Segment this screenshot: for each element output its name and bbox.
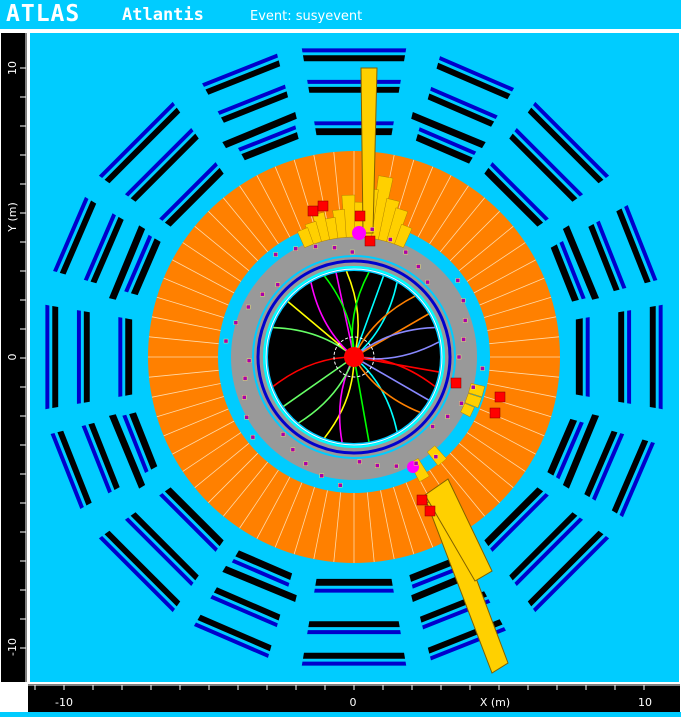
- muon-chamber: [84, 311, 90, 402]
- track-hit: [459, 401, 463, 405]
- muon-chamber: [618, 311, 624, 402]
- event-label: Event: susyevent: [250, 9, 363, 24]
- hit-cell: [490, 408, 500, 418]
- hit-cell: [318, 201, 328, 211]
- muon-chamber: [105, 531, 181, 607]
- muon-chamber: [576, 318, 583, 395]
- hit-cell: [308, 206, 318, 216]
- detector-canvas[interactable]: [30, 33, 679, 682]
- x-axis-svg: [28, 684, 680, 712]
- hit-cell: [365, 236, 375, 246]
- muon-chamber-inner: [314, 589, 394, 593]
- muon-chamber: [315, 579, 392, 586]
- track-hit: [457, 355, 461, 359]
- x-axis: [28, 684, 680, 712]
- track-hit: [304, 462, 308, 466]
- track-hit: [388, 238, 392, 242]
- track-hit: [431, 425, 435, 429]
- track-hit: [224, 339, 228, 343]
- track-hit: [463, 318, 467, 322]
- muon-chamber: [308, 621, 399, 627]
- muon-chamber-inner: [586, 317, 590, 397]
- y-tick-label-top: 10: [6, 61, 19, 75]
- track-hit: [434, 455, 438, 459]
- muon-chamber-inner: [125, 517, 194, 586]
- x-tick-label-left: -10: [55, 696, 73, 709]
- muon-chamber: [125, 318, 132, 395]
- track-hit: [375, 464, 379, 468]
- track-hit: [314, 245, 318, 249]
- track-hit: [426, 280, 430, 284]
- track-hit: [294, 247, 298, 251]
- track-hit: [416, 265, 420, 269]
- hit-cell: [451, 378, 461, 388]
- x-tick-label-right: 10: [638, 696, 652, 709]
- track-hit: [247, 359, 251, 363]
- muon-chamber-inner: [314, 121, 394, 125]
- muon-chamber: [105, 108, 181, 184]
- track-hit: [456, 278, 460, 282]
- title-bar: [0, 0, 681, 29]
- hit-cell: [425, 506, 435, 516]
- track-hit: [480, 366, 484, 370]
- muon-chamber-inner: [627, 310, 631, 404]
- muon-chamber: [308, 87, 399, 93]
- muon-chamber-inner: [302, 48, 406, 52]
- muon-chamber: [528, 531, 604, 607]
- muon-chamber-inner: [307, 80, 401, 84]
- muon-chamber: [60, 201, 96, 275]
- muon-chamber-inner: [514, 517, 583, 586]
- track-hit: [462, 337, 466, 341]
- y-tick-label-zero: 0: [6, 353, 19, 361]
- hit-cell: [495, 392, 505, 402]
- inner-detector: [264, 267, 444, 447]
- muon-chamber: [52, 306, 58, 408]
- track-hit: [251, 435, 255, 439]
- muon-chamber: [436, 63, 510, 99]
- track-hit: [274, 253, 278, 257]
- muon-chamber-inner: [307, 630, 401, 634]
- track-hit: [245, 415, 249, 419]
- track-hit: [243, 376, 247, 380]
- track-hit: [333, 246, 337, 250]
- track-hit: [471, 385, 475, 389]
- muon-chamber-inner: [125, 128, 194, 197]
- track-hit: [291, 448, 295, 452]
- muon-chamber: [303, 653, 405, 659]
- hit-cell: [355, 211, 365, 221]
- muon-chamber: [612, 439, 648, 513]
- muon-chamber-inner: [118, 317, 122, 397]
- track-hit: [242, 395, 246, 399]
- track-hit: [446, 414, 450, 418]
- y-axis-ticks: [20, 68, 26, 648]
- track-hit: [320, 474, 324, 478]
- y-tick-label-bottom: -10: [6, 638, 19, 656]
- track-hit: [414, 461, 418, 465]
- track-hit: [370, 227, 374, 231]
- y-axis: [1, 33, 27, 682]
- x-axis-label: X (m): [479, 696, 511, 709]
- muon-chamber-inner: [77, 310, 81, 404]
- muon-chamber-inner: [659, 305, 663, 409]
- track-hit: [394, 464, 398, 468]
- track-hit: [260, 292, 264, 296]
- app-subtitle: Atlantis: [122, 5, 204, 25]
- muon-chamber: [315, 128, 392, 135]
- muon-chamber-inner: [302, 662, 406, 666]
- y-axis-svg: [1, 33, 27, 682]
- interaction-vertex: [344, 347, 364, 367]
- track-hit: [461, 299, 465, 303]
- app-name: ATLAS: [6, 1, 81, 27]
- detector-view[interactable]: [30, 33, 679, 682]
- x-axis-ticks: [35, 685, 644, 690]
- track-hit: [350, 250, 354, 254]
- hit-cell: [417, 495, 427, 505]
- track-hit: [281, 432, 285, 436]
- muon-chamber-inner: [514, 128, 583, 197]
- x-tick-label-zero: 0: [349, 696, 357, 709]
- track-hit: [276, 283, 280, 287]
- muon-chamber: [528, 108, 604, 184]
- muon-chamber: [198, 615, 272, 651]
- em-cluster: [352, 226, 366, 240]
- track-hit: [234, 321, 238, 325]
- y-axis-label: Y (m): [6, 202, 19, 232]
- muon-chamber-inner: [45, 305, 49, 409]
- track-hit: [338, 483, 342, 487]
- muon-chamber: [650, 306, 656, 408]
- muon-chamber: [303, 55, 405, 61]
- track-hit: [357, 460, 361, 464]
- track-hit: [404, 250, 408, 254]
- track-hit: [246, 305, 250, 309]
